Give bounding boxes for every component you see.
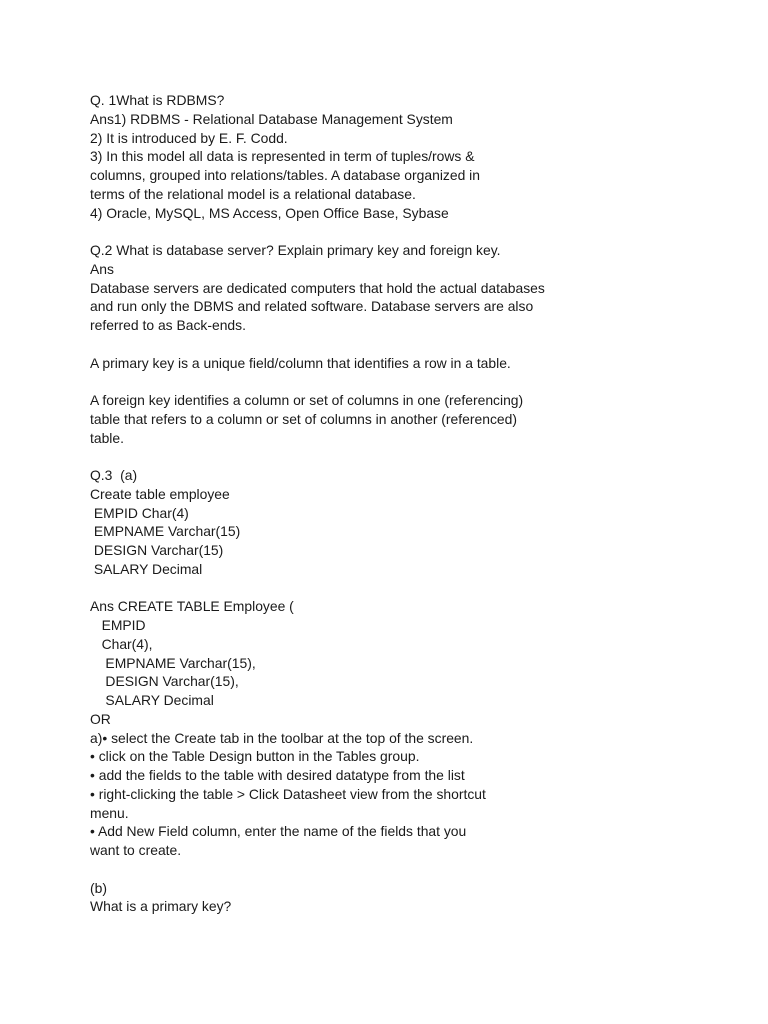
q3a-step-2: • click on the Table Design button in the Tables group. (90, 748, 420, 765)
q3a-question-line-2: EMPID Char(4) (90, 504, 189, 521)
q1-answer-line-4: columns, grouped into relations/tables. A database organized in (90, 167, 480, 183)
q2-foreign-key-line-3: table. (90, 429, 124, 446)
document-page (90, 91, 730, 916)
q2-ans-label: Ans (90, 260, 114, 277)
blank-line (90, 579, 730, 598)
q1-answer-line-3: 3) In this model all data is represented in term of tuples/rows & (90, 148, 475, 165)
q3a-question-line-4: DESIGN Varchar(15) (90, 542, 224, 558)
q3b-question: What is a primary key? (90, 898, 232, 915)
blank-line (90, 335, 730, 354)
q3a-step-3: • add the fields to the table with desired datatype from the list (90, 767, 465, 783)
q3a-step-4: • right-clicking the table > Click Datasheet view from the shortcut (90, 785, 486, 802)
q1-answer-line-6: 4) Oracle, MySQL, MS Access, Open Office Base, Sybase (90, 204, 449, 221)
q3a-or-label: OR (90, 710, 111, 727)
q2-question: Q.2 What is database server? Explain primary key and foreign key. (90, 242, 501, 258)
blank-line (90, 447, 730, 466)
blank-line (90, 222, 730, 241)
q2-foreign-key-line-1: A foreign key identifies a column or set of columns in one (referencing) (90, 392, 524, 408)
q2-answer-line-3: referred to as Back-ends. (90, 317, 246, 333)
q1-answer-line-2: 2) It is introduced by E. F. Codd. (90, 129, 288, 146)
q3a-sql-line-6: SALARY Decimal (90, 692, 214, 708)
q3a-step-5: • Add New Field column, enter the name of the fields that you (90, 823, 467, 840)
q1-answer-line-5: terms of the relational model is a relational database. (90, 185, 416, 202)
q3a-sql-line-4: EMPNAME Varchar(15), (90, 654, 256, 671)
q2-primary-key-definition: A primary key is a unique field/column that identifies a row in a table. (90, 354, 511, 371)
q3a-sql-line-2: EMPID (90, 617, 146, 633)
q3a-step-5-cont: want to create. (90, 842, 182, 858)
q2-answer-line-2: and run only the DBMS and related software. Database servers are also (90, 298, 534, 315)
q3a-sql-line-1: Ans CREATE TABLE Employee ( (90, 598, 294, 615)
q3a-question-line-5: SALARY Decimal (90, 560, 203, 577)
q3b-heading: (b) (90, 879, 107, 896)
blank-line (90, 860, 730, 879)
q3a-step-1: a)• select the Create tab in the toolbar at the top of the screen. (90, 729, 474, 746)
q2-answer-line-1: Database servers are dedicated computers that hold the actual databases (90, 279, 545, 296)
q2-foreign-key-line-2: table that refers to a column or set of columns in another (referenced) (90, 410, 517, 427)
q3a-step-4-cont: menu. (90, 804, 129, 821)
blank-line (90, 372, 730, 391)
q3a-question-line-3: EMPNAME Varchar(15) (90, 523, 241, 540)
q1-question: Q. 1What is RDBMS? (90, 92, 225, 108)
q3a-sql-line-5: DESIGN Varchar(15), (90, 673, 239, 690)
q1-answer-line-1: Ans1) RDBMS - Relational Database Management System (90, 110, 453, 127)
q3a-question-line-1: Create table employee (90, 485, 230, 502)
q3a-sql-line-3: Char(4), (90, 635, 153, 652)
q3a-heading: Q.3 (a) (90, 467, 138, 483)
